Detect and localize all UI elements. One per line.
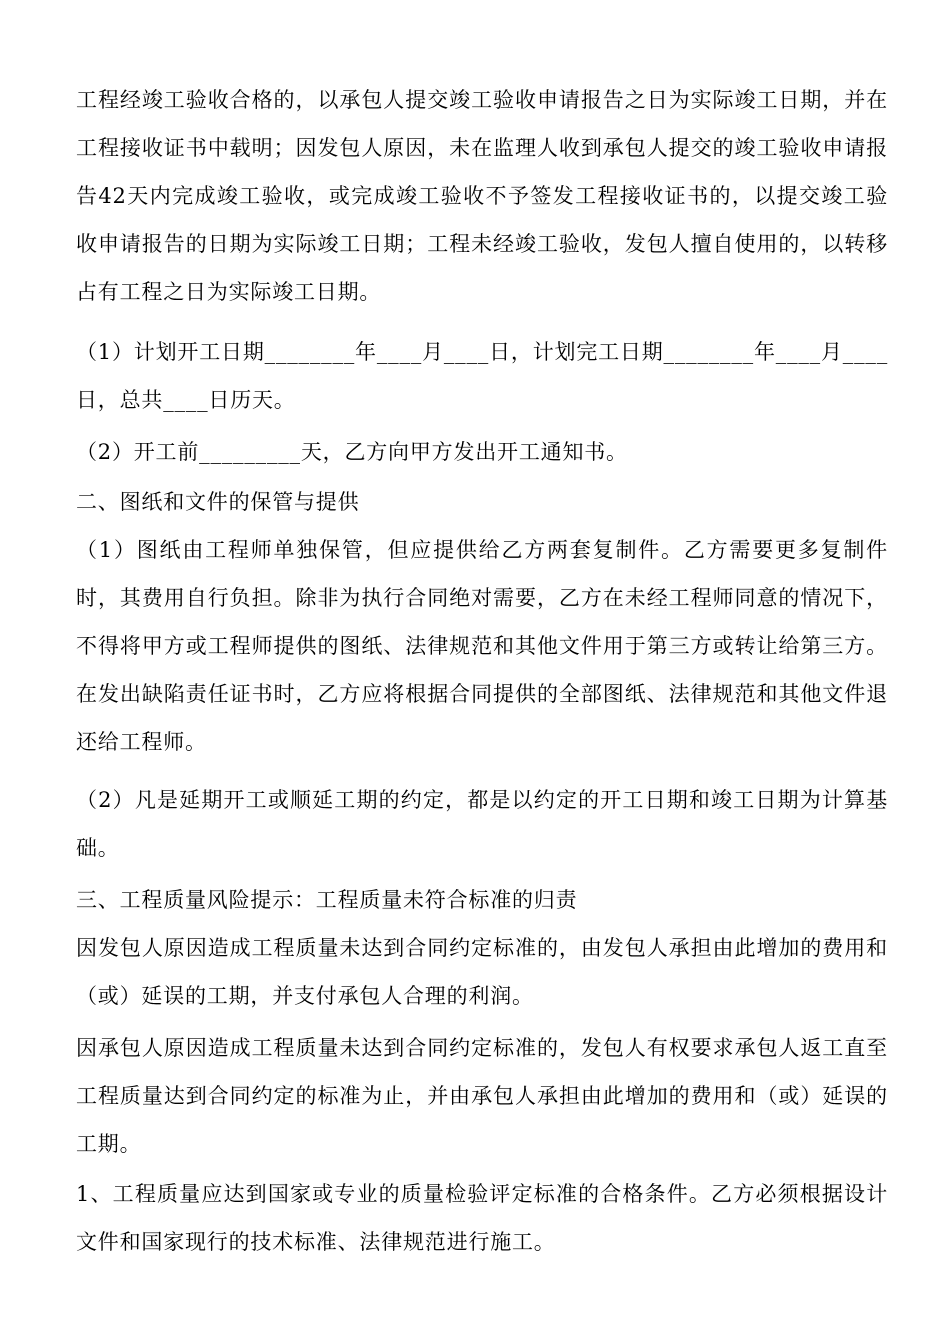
section-heading-quality-risk: 三、工程质量风险提示：工程质量未符合标准的归责 bbox=[76, 888, 578, 912]
section-heading-drawings: 二、图纸和文件的保管与提供 bbox=[76, 490, 360, 514]
paragraph-planned-schedule: （1）计划开工日期________年____月____日，计划完工日期________年____月____日，总共____日历天。 bbox=[76, 340, 888, 412]
paragraph-quality-standard: 1、工程质量应达到国家或专业的质量检验评定标准的合格条件。乙方必须根据设计文件和国家现行的技术标准、法律规范进行施工。 bbox=[76, 1182, 888, 1254]
paragraph-contractor-fault: 因承包人原因造成工程质量未达到合同约定标准的，发包人有权要求承包人返工直至工程质量达到合同约定的标准为止，并由承包人承担由此增加的费用和（或）延误的工期。 bbox=[76, 1036, 888, 1156]
paragraph-start-notice: （2）开工前_________天，乙方向甲方发出开工通知书。 bbox=[76, 440, 628, 464]
paragraph-completion-date: 工程经竣工验收合格的，以承包人提交竣工验收申请报告之日为实际竣工日期，并在工程接收证书中载明；因发包人原因，未在监理人收到承包人提交的竣工验收申请报告42天内完成竣工验收，或完成竣工验收不予签发工程接收证书的，以提交竣工验收申请报告的日期为实际竣工日期；工程未经竣工验收，发包人擅自使用的，以转移占有工程之日为实际竣工日期。 bbox=[76, 88, 888, 304]
paragraph-drawings-custody: （1）图纸由工程师单独保管，但应提供给乙方两套复制件。乙方需要更多复制件时，其费用自行负担。除非为执行合同绝对需要，乙方在未经工程师同意的情况下，不得将甲方或工程师提供的图纸、法律规范和其他文件用于第三方或转让给第三方。在发出缺陷责任证书时，乙方应将根据合同提供的全部图纸、法律规范和其他文件退还给工程师。 bbox=[76, 538, 888, 754]
paragraph-delay-basis: （2）凡是延期开工或顺延工期的约定，都是以约定的开工日期和竣工日期为计算基础。 bbox=[76, 788, 888, 860]
paragraph-employer-fault: 因发包人原因造成工程质量未达到合同约定标准的，由发包人承担由此增加的费用和（或）延误的工期，并支付承包人合理的利润。 bbox=[76, 936, 888, 1008]
